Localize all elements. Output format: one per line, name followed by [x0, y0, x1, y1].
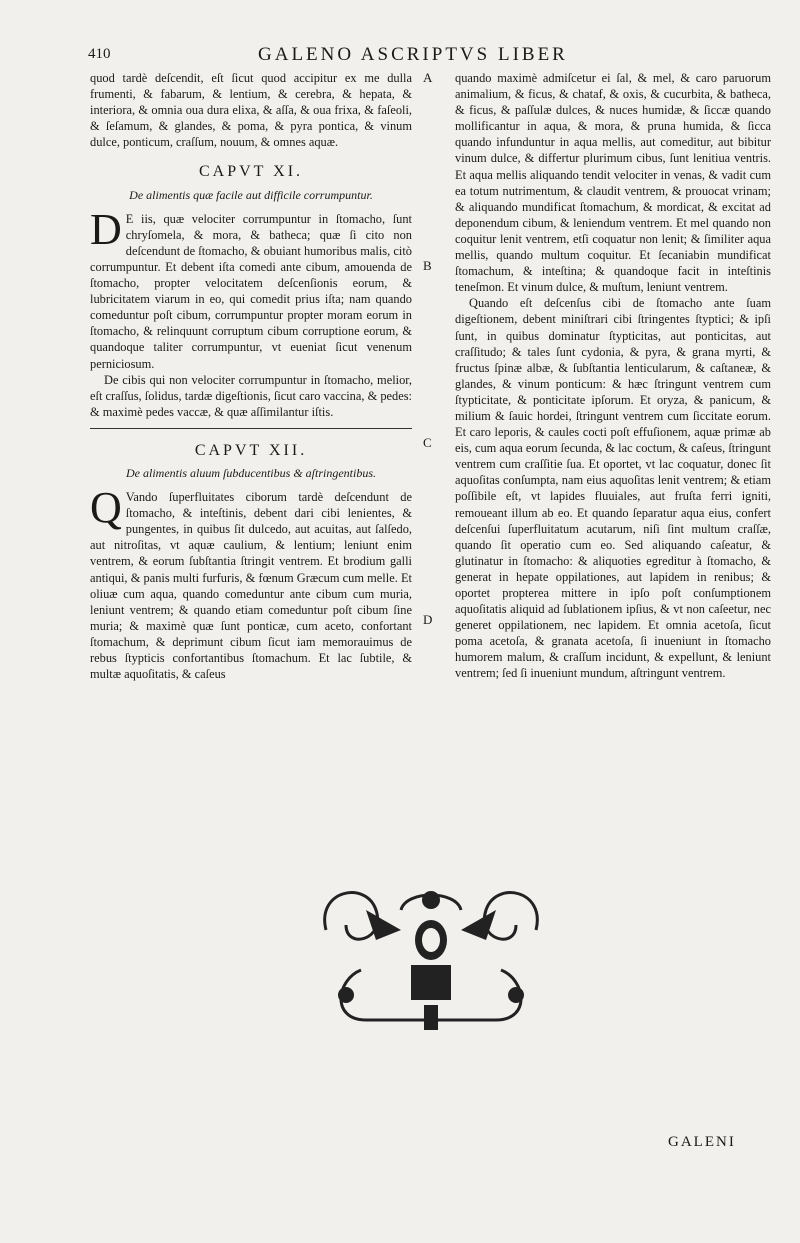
margin-letter-b: B — [423, 258, 432, 273]
right-paragraph-2: Quando eſt deſcenſus cibi de ſtomacho ante ſuam digeſtionem, debent miniſtrari cibi ſtringentes ſtyptici; & ipſi ſunt, in quibus dominatur ſtypticitas, aut ponticitas, aut craſſitudo; & tales ſunt cydonia, & pyra, & grana myrti, & fructus ſpinæ albæ, & ſubſtantia lenticularum, & caſtaneæ, & glandes, & vinum ponticum: & hæc ſtringunt ventrem cum ſtypticitate, & ponticitate ipſorum. Et oryza, & panicum, & milium & ſauic hordei, ſtringunt ventrem cum ſiccitate eorum. Et caro leporis, & caules cocti poſt effuſionem, aquæ primæ ab eis, cum aqua eorum ſecunda, & lac coctum, & caſeus, ſtringunt ventrem cum craſſitie ſua. Et oportet, vt lac coquatur, donec ſit aquoſitas conſumpta, nam eius aquoſitas lenit ventrem; & etiam poſſibile eſt, vt lapides fluuiales, aut fruſta ferri igniti, remoueant illum ab eo. Et quando ſeparatur aqua eius, confert deſcenſui ſuperfluitatum acutarum, niſi ſint multum craſſæ, quando ſit operatio cum eo. Sed aliquando caſeatur, & glutinatur in ſtomacho: & aliquoties egreditur à ſtomacho, & generat in hepate oppilationes, aut lapidem in renibus; & oportet propterea mittere in ipſo poſt conſumptionem aquoſitatis aliquid ad ſublationem ipſius, & vt non caſeetur, nec generet oppilationem, nec lapidem. Et omnia acetoſa, ſicut poma acetoſa, & granata acetoſa, ſi inueniunt in ſtomacho humorem malum, & craſſum incidunt, & expellunt, & leniunt ventrem; ſed ſi inueniunt mundum, aſtringunt ventrem. — [455, 296, 771, 681]
chapter-11-title: CAPVT XI. — [198, 163, 304, 181]
chapter-11-paragraph-1 — [90, 204, 412, 372]
left-continuation-paragraph: quod tardè deſcendit, eſt ſicut quod accipitur ex me dulla frumenti, & fabarum, & lentium, & cerebra, & hepata, & interiora, & omnia oua dura elixa, & aſſa, & oua frixa, & faſeoli, & ſeſamum, & glandes, & poma, & pyra pontica, & vinum dulce, ponticum, craſſum, nouum, & omnes aquæ. — [90, 71, 412, 150]
catchword: GALENI — [668, 1134, 736, 1150]
chapter-11-paragraph-2: De cibis qui non velociter corrumpuntur in ſtomacho, melior, eſt craſſus, ſolidus, tardæ digeſtionis, ſicut caro vaccina, & pedes: & maximè pedes vaccæ, & quæ aſſimilantur iſtis. — [90, 372, 412, 419]
drop-cap-q: Q — [90, 483, 122, 533]
margin-letter-d: D — [423, 612, 433, 627]
ornament-headpiece-image — [306, 870, 556, 1040]
right-column — [455, 70, 771, 682]
drop-cap-d: D — [90, 204, 122, 254]
chapter-12-subtitle: De alimentis aluum ſubducentibus & aſtringentibus. — [126, 465, 376, 480]
running-head — [0, 44, 800, 68]
chapter-11-subtitle: De alimentis quæ facile aut difficile corrumpuntur. — [129, 187, 373, 202]
page-number: 410 — [88, 46, 111, 62]
chapter-12-paragraph-1-text: Vando ſuperfluitates ciborum tardè deſcendunt de ſtomacho, & inteſtinis, debent dari cibi lenientes, & pungentes, in quibus ſit dulcedo, aut acuitas, aut ſalſedo, aut nitroſitas, vt aquæ caulium, & lentium; leniunt enim ventrem, & eorum ſubſtantia ſtringit ventrem. Et brodium galli antiqui, & panis multi furfuris, & fœnum Græcum cum melle. Et oliuæ cum aqua, quando comeduntur ante cibum cum muria, leniunt ventrem; & quando etiam comeduntur poſt cibum ſine muria; & maximè quæ ſunt ponticæ, cum aceto, confortant ſtomachum, & deprimunt cibum ſicut iam memorauimus de rebus ſtypticis confortantibus ſtomachum. Et lac ſubtile, & multæ aquoſitatis, & caſeus — [90, 490, 412, 682]
running-title: GALENO ASCRIPTVS LIBER — [258, 44, 568, 65]
margin-letter-a: A — [423, 70, 433, 85]
section-divider — [90, 428, 412, 429]
chapter-12-title: CAPVT XII. — [194, 441, 308, 459]
right-paragraph-1: quando maximè admiſcetur ei ſal, & mel, & caro paruorum animalium, & ficus, & chataf, & oxis, & cucurbita, & batheca, & ficus, & paſſulæ dulces, & nuces humidæ, & ſiccæ quando mollificantur in aqua, & mora, & pruna humida, & ſicca quando infunduntur in aqua mellis, aut comeditur, aut bibitur vinum dulce, & differtur plurimum cibus, ſunt lenitiua ventris. Et aqua mellis aliquando tendit velociter in venas, & vadit cum ea totum nutrimentum, & claudit ventrem, & prouocat vrinam; & aliquando mundificat ſtomachum, & mordicat, & excitat ad deponendum cibum, & leniendum ventrem. Et mel quando non coquitur lenit ventrem, etſi coquatur non lenit; & ſimiliter aqua mellis, quando multum coquitur. Et ſecaniabin mundificat ſtomachum, & inteſtina; & quandoque facit in inteſtinis teneſmon. Et vinum dulce, & muſtum, leniunt ventrem. — [455, 71, 771, 295]
chapter-12-paragraph-1 — [90, 483, 412, 682]
left-column — [90, 70, 412, 682]
chapter-11-paragraph-1-text: E iis, quæ velociter corrumpuntur in ſtomacho, ſunt chryſomela, & mora, & batheca; quæ ſi cito non deſcendunt de ſtomacho, & obuiant humoribus malis, citò corrumpuntur. Et debent iſta comedi ante cibum, amouenda de ſtomacho, propter velocitatem deſcenſionis eorum, & lubricitatem viarum in eo, qui comedit prius iſta; nam quando comeduntur poſt cibum, corrumpuntur propter moram eorum in ſtomacho, & relinquunt corruptum cibum corruptione eorum, & quandoque taliter corrumpuntur, vt eueniat ſicut venenum perniciosum. — [90, 211, 412, 371]
margin-letter-c: C — [423, 435, 432, 450]
